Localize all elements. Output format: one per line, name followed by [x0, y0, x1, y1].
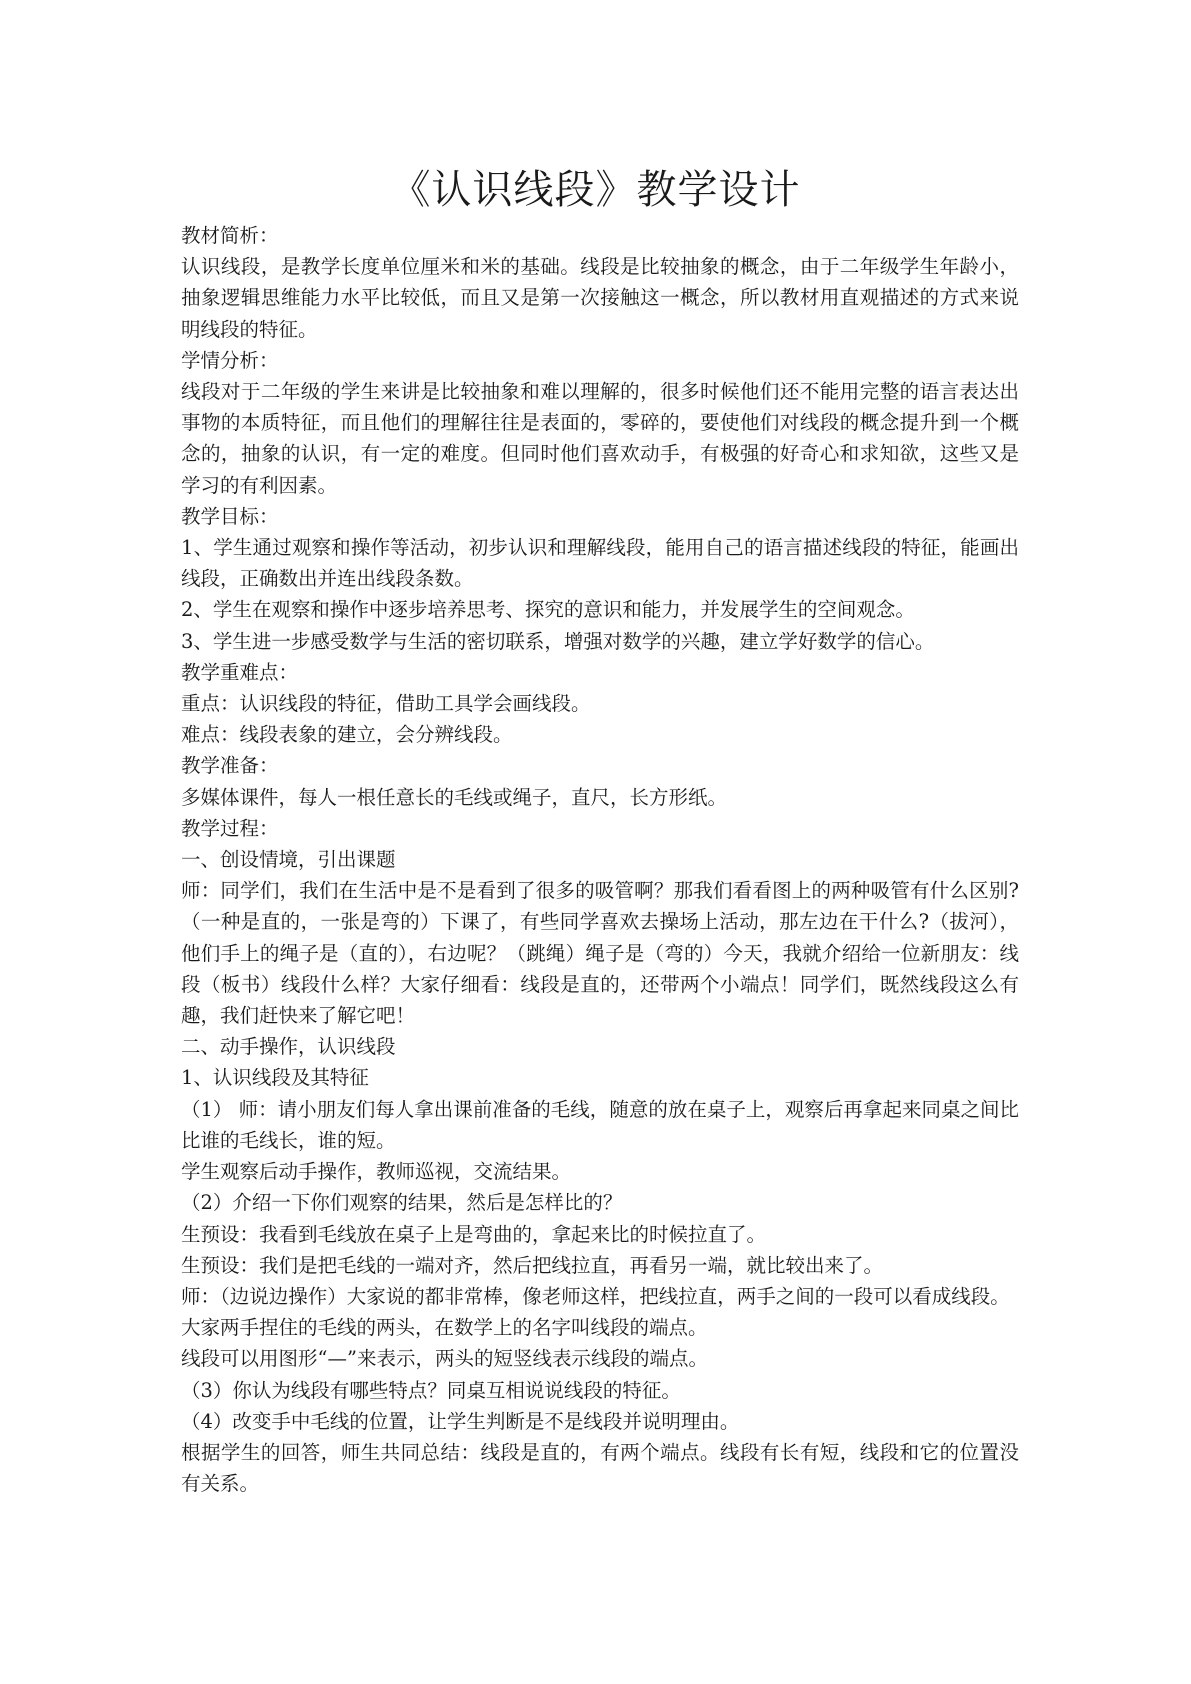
- step-1-note: 学生观察后动手操作，教师巡视，交流结果。: [181, 1160, 572, 1184]
- heading-preparation: 教学准备：: [181, 754, 279, 778]
- teacher-remark: 师：（边说边操作）大家说的都非常棒，像老师这样，把线拉直，两手之间的一段可以看成线段。: [181, 1284, 1010, 1308]
- step-1: （1） 师：请小朋友们每人拿出课前准备的毛线，随意的放在桌子上，观察后再拿起来同桌之间比比谁的毛线长，谁的短。: [181, 1097, 1019, 1152]
- section-2-heading: 二、动手操作，认识线段: [181, 1035, 396, 1059]
- step-3: （3）你认为线段有哪些特点？同桌互相说说线段的特征。: [181, 1378, 681, 1402]
- goal-item-2: 2、学生在观察和操作中逐步培养思考、探究的意识和能力，并发展学生的空间观念。: [181, 598, 915, 622]
- document-title: 《认识线段》教学设计: [390, 167, 801, 213]
- student-answer-2: 生预设：我们是把毛线的一端对齐，然后把线拉直，再看另一端，就比较出来了。: [181, 1253, 884, 1277]
- subsection-1-heading: 1、认识线段及其特征: [181, 1066, 369, 1090]
- student-answer-1: 生预设：我看到毛线放在桌子上是弯曲的，拿起来比的时候拉直了。: [181, 1222, 767, 1246]
- step-4: （4）改变手中毛线的位置，让学生判断是不是线段并说明理由。: [181, 1409, 740, 1433]
- heading-key-points: 教学重难点：: [181, 660, 299, 684]
- summary-paragraph: 根据学生的回答，师生共同总结：线段是直的，有两个端点。线段有长有短，线段和它的位置没有关系。: [181, 1440, 1019, 1496]
- heading-student-analysis: 学情分析：: [181, 348, 279, 372]
- segment-notation: 线段可以用图形“—”来表示，两头的短竖线表示线段的端点。: [181, 1347, 708, 1371]
- section-1-paragraph: 师：同学们，我们在生活中是不是看到了很多的吸管啊？那我们看看图上的两种吸管有什么区别?（一种是直的，一张是弯的）下课了，有些同学喜欢去操场上活动，那左边在干什么?（拔河），他们手上的绳子是（直的），右边呢？（跳绳）绳子是（弯的）今天，我就介绍给一位新朋友：线段（板书）线段什么样？大家仔细看：线段是直的，还带两个小端点！同学们，既然线段这么有趣，我们赶快来了解它吧！: [181, 879, 1019, 1028]
- endpoint-explanation: 大家两手捏住的毛线的两头，在数学上的名字叫线段的端点。: [181, 1316, 708, 1340]
- section-1-heading: 一、创设情境，引出课题: [181, 848, 396, 872]
- heading-teaching-goals: 教学目标：: [181, 504, 279, 528]
- step-2: （2）介绍一下你们观察的结果，然后是怎样比的？: [181, 1191, 623, 1215]
- heading-teaching-process: 教学过程：: [181, 816, 279, 840]
- goal-item-1: 1、学生通过观察和操作等活动，初步认识和理解线段，能用自己的语言描述线段的特征，能画出线段，正确数出并连出线段条数。: [181, 536, 1019, 591]
- paragraph-student-analysis: 线段对于二年级的学生来讲是比较抽象和难以理解的，很多时候他们还不能用完整的语言表达出事物的本质特征，而且他们的理解往往是表面的，零碎的，要使他们对线段的概念提升到一个概念的，抽象的认识，有一定的难度。但同时他们喜欢动手，有极强的好奇心和求知欲，这些又是学习的有利因素。: [181, 380, 1019, 497]
- key-point: 重点：认识线段的特征，借助工具学会画线段。: [181, 692, 591, 716]
- heading-textbook-analysis: 教材简析：: [181, 224, 279, 247]
- paragraph-textbook-analysis: 认识线段，是教学长度单位厘米和米的基础。线段是比较抽象的概念，由于二年级学生年龄小，抽象逻辑思维能力水平比较低，而且又是第一次接触这一概念，所以教材用直观描述的方式来说明线段的特征。: [181, 255, 1019, 341]
- document-body: [181, 220, 1019, 1499]
- goal-item-3: 3、学生进一步感受数学与生活的密切联系，增强对数学的兴趣，建立学好数学的信心。: [181, 629, 935, 653]
- paragraph-preparation: 多媒体课件，每人一根任意长的毛线或绳子，直尺，长方形纸。: [181, 785, 728, 809]
- difficult-point: 难点：线段表象的建立，会分辨线段。: [181, 723, 513, 747]
